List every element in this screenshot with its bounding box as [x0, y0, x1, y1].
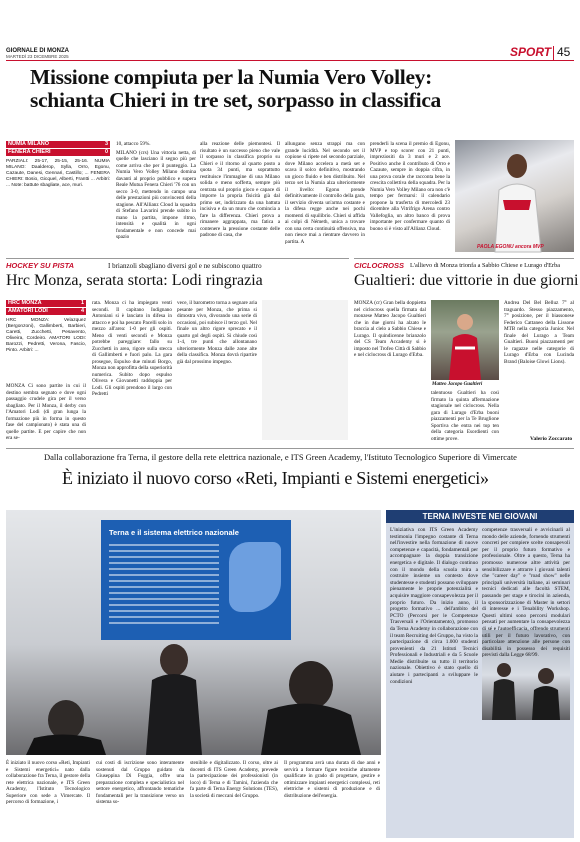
hockey-empty-space [262, 300, 348, 440]
scorebox-text: PARZIALI: 25-17, 25-15, 25-16. NUMIA MILANO: Daalderop, Sylla, Orro, Egonu, Cazaute, Danesi, Gennari, Castillo; ... FENERA CHIERI: Bosio, Gicquel, Alberti, Frantti ... Arbitri: ... Note: battute sbagliate, ace, muri. [6, 159, 110, 188]
team-score: 1 [80, 300, 84, 306]
volley-col1-text: MILANO (crs) Una vittoria netta, di quelle che lasciano il segno più per come arriva che per il punteggio. La Numia Vero Volley Milano domina davanti al proprio pubblico e supera Reale Mutua Fenera Chieri '76 con un secco 3-0, mettendo in campo una delle prestazioni più convincenti della stagione. All'Allianz Cloud la squadra di Stefano Lavarini prende subito in mano la partita, impone ritmo, intensità e qualità in ogni fondamentale e non concede mai spazio [116, 149, 196, 240]
photo-gualtieri-caption: Matteo Jacopo Gualtieri [432, 382, 483, 387]
photo-gualtieri [431, 300, 499, 380]
team-score: 3 [104, 141, 108, 147]
scorebox-hockey-text: HRC MONZA: Velazquez (Bergonzoni), Gallimberti, Barbieri, Caretti, Zucchetti, Pesavento, Oliveira, Cordeiro. AMATORI LODI: Barozzi, Pedretti, Verona, Fascio, Pinto. Arbitri: ... [6, 318, 86, 353]
hockey-headline: Hrc Monza, serata storta: Lodi ringrazia [6, 272, 263, 289]
terna-col2: cui costi di iscrizione sono interamente sostenuti dal Gruppo guidato da Giuseppina Di Foggia, offre una preparazione completa e specialistica nel settore energetico, affrontando tematiche fondamentali per la transizione verso un sistema so- [96, 760, 184, 805]
cyclist-icon [431, 300, 499, 380]
photo-egonu-caption: PAOLA EGONU ancora MVP [477, 244, 544, 250]
volley-col4: prenderli la scena il premio di Egonu, MVP e top scorer con 21 punti, impreziositi da 3 muri e 2 ace. Positivo anche il contributo di Orro e Cazaute, sempre in doppia cifra, in una prova corale che racconta bene la crescita collettiva della squadra. Per la Numia Vero Volley Milano ora non c'è tempo per fermarsi: il calendario propone la trasferta di mercoledì 23 dicembre alla Vitrifrigo Arena contro Vallefoglia, un altro banco di prova importante per confermare quanto di buono si è visto all'Allianz Cloud. [370, 141, 450, 232]
terna-subkicker: Dalla collaborazione fra Terna, il gestore della rete elettrica nazionale, e ITS Green Academy, l'Istituto Tecnologico Superiore di Vimercate [44, 452, 517, 462]
score-row-1 [6, 141, 110, 148]
headline-volley-line1: Missione compiuta per la Numia Vero Volley: [30, 65, 432, 89]
hockey-col1: MONZA Ci sono partite in cui il destino sembra segnato e dove ogni passaggio crudele gira per il verso sbagliato. Per il Monza, il derby con l'Amatori Lodi (di gran lunga la formazione più in forma in questo fase del campionato) è stata una di quelle partite. E per capire che non era se- [6, 383, 86, 441]
cross-kicker: CICLOCROSS [354, 261, 405, 270]
headline-volley-line2: schianta Chieri in tre set, sorpasso in classifica [30, 88, 442, 112]
cross-top-rule [354, 258, 574, 259]
score-row-1 [6, 300, 86, 307]
terna-col1: È iniziato il nuovo corso «Reti, Impianti e Sistemi energetici» nato dalla collaborazione fra Terna, il gestore della rete elettrica nazionale, e ITS Green Academy, l'Istituto Tecnologico Superiore con sede a Vimercate. Il percorso di formazione, i [6, 760, 90, 805]
cross-col2: talentuoso Gualtieri ha così firmato la quinta affermazione stagionale nel ciclocross. Nella gara di Lurago d'Erba buoni piazzamenti per la Te Bruglione Sportiva che entra nei top ten della categoria Esordienti con ottime prove. [431, 390, 499, 442]
hockey-subkicker: I brianzoli sbagliano diversi gol e ne subiscono quattro [108, 262, 262, 270]
slide-title: Terna e il sistema elettrico nazionale [109, 528, 239, 537]
paper-name: GIORNALE DI MONZA [6, 48, 69, 54]
audience-silhouettes-icon [6, 510, 381, 755]
cross-headline: Gualtieri: due vittorie in due giorni [354, 272, 579, 289]
cross-col1: MONZA (cr) Gran bella doppietta nel ciclocross quella firmata dal monzese Matteo Jacopo Gualtieri che in due giorni ha alzato le braccia al cielo a Sabbio Chiese e Lurago. Il quindicenne brianzolo del CS Team Accademy si è imposto nel Trofeo Città di Sabbio e nel ciclocross di Lurago d'Erba. [354, 300, 426, 358]
sidebar-col2: competenze trasversali e avvicinarli al mondo delle aziende, fornendo strumenti concreti per compiere scelte consapevoli per il proprio futuro formativo e professionale. Oltre a questo, Terna ha promosso numerose altre attività per sensibilizzare e attrarre i giovani talenti che "career day" e "road show" nelle principali università italiane, ai seminari tecnici dedicati alle facoltà STEM, passando per stage e tirocini in azienda, la sponsorizzazione di Master in settori di interesse e i Tenability Workshop. Questi ultimi sono percorsi modulari pensati per aumentare la consapevolezza di sé e l'autoefficacia, offrendo strumenti utili per il futuro lavorativo, con particolare attenzione alle persone con disabilità in possesso dei requisiti previsti dalla Legge 68/99. [482, 527, 570, 659]
headline-volley [30, 66, 570, 112]
team-name: NUMIA MILANO [8, 141, 50, 147]
score-row-2 [6, 308, 86, 315]
volley-col1-extra: 10, attacco 59%. [116, 141, 151, 147]
team-name: AMATORI LODI [8, 308, 48, 314]
terna-col3: stenibile e digitalizzato. Il corso, oltre ai docenti di ITS Green Academy, prevede la partecipazione dei professionisti (in loco) di Terna e di Tamini, l'azienda che fa parte di Terna Energy Solutions (TES), la società di meccani del Gruppo. [190, 760, 278, 799]
team-name: FENERA CHIERI [8, 149, 51, 155]
page-number: 45 [557, 45, 571, 59]
team-score: 0 [104, 149, 108, 155]
player-silhouette-icon [455, 140, 574, 252]
hockey-col3: vece, il barometro torna a segnare aria pesante per Monza, che prima si dimostra vivo, divorando una serie di occasioni, poi subisce il terzo gol. Nel finale un altro rigore sprecato e il quarto gol degli ospiti. Si chiude così 1-4, tre punti che allontanano ulteriormente Monza dalle zone alte della classifica. Monza dovrà ripartire già dal prossimo impegno. [177, 300, 257, 365]
hockey-kicker: HOCKEY SU PISTA [6, 261, 75, 270]
terna-headline: È iniziato il nuovo corso «Reti, Impianti e Sistemi energetici» [62, 468, 489, 488]
scorebox-hockey [6, 300, 86, 378]
terna-top-rule [6, 448, 574, 449]
hockey-col2: rata. Monza ci ha impiegato venti secondi. Il capitano Iudignano Antoniani si è lanciato in difesa in attacco e poi ha pescato Pacelli solo in mezzo all'area: 1-0 per gli ospiti. Meno di venti secondi e Monza potrebbe pareggiare: fallo su Zucchetti in area, rigore sulla stecca di Gallimberti e fuori palo. La gara prosegue, Espulso due minuti Borgo, Monza non approfitta della superiorità numerica. Subito dopo espulso Olivera e Giovanetti raddoppia per Lodi. Gli ospiti prendono il largo con Pedretti [92, 300, 172, 397]
volley-col3: allungano senza strappi ma con grande lucidità. Nel secondo set il copione si ripete nel secondo parziale, dove Milano accelera a metà set e scava il solco definitivo, mostrando un gioco fluido e ben distribuito. Nel terzo set la Numia alza ulteriormente il livello: Egonu prende definitivamente il controllo della gara, il servizio diventa un'arma costante e la difesa regge anche nei pochi momenti di squilibrio. Chieri si affida ai colpi di Németh, unica a trovare con una certa continuità offensiva, ma non riesce mai a rientrare davvero in partita. A [285, 141, 365, 245]
section-divider [553, 46, 554, 60]
masthead-rule [6, 60, 574, 61]
volley-col2: alla reazione delle piemontesi. Il risultato è un successo pieno che vale il sorpasso in classifica proprio su Chieri e il ritorno al quarto posto a quota 34 punti, ma soprattutto restituisce l'immagine di una Milano solida e meno sofferta, sempre più centrata sul proprio gioco e capace di imporre la propria fisicità già dal primo set, indirizzato da una battuta incisiva e da un muro che comincia a fare la differenza. Chieri prova a rimanere aggrappata, ma fatica a contenere la pressione costante delle padrone di casa, che [200, 141, 280, 238]
team-score: 4 [80, 308, 84, 314]
cross-subkicker: L'allievo di Monza trionfa a Sabbio Chiese e Lurago d'Erba [410, 262, 561, 269]
terna-col4: Il programma avrà una durata di due anni e servirà a formare figure tecniche altamente qualificate in grado di progettare, gestire e ottimizzare impianti energetici complessi, reti elettriche e sistemi di produzione e di distribuzione dell'energia. [284, 760, 380, 799]
photo-egonu [455, 140, 574, 252]
cross-author: Valerio Zoccarato [530, 436, 573, 442]
masthead-paper [6, 48, 69, 59]
sidebar-title: TERNA INVESTE NEI GIOVANI [386, 510, 574, 523]
hockey-top-rule [6, 258, 349, 259]
photo-classroom [6, 510, 381, 755]
terna-sidebar [386, 510, 574, 838]
volley-col1 [116, 141, 196, 251]
score-row-2 [6, 149, 110, 156]
sidebar-col1: L'iniziativa con ITS Green Academy testimonia l'impegno costante di Terna nell'investire nella formazione di nuove competenze e capacità, fondamentali per accompagnare la doppia transizione energetica e digitale. Il dialogo continuo con il mondo della scuola mira a costruire insieme un contesto dove studentesse e studenti possano sviluppare pienamente le proprie potenzialità e acquisire maggiore consapevolezza per il proprio futuro. Da inizio anno, il progetto formativo ... dell'ambito del PCTO (Percorsi per le Competenze Trasversali e l'Orientamento), promosso da Terna Academy in collaborazione con il team Recruiting del Gruppo, ha visto la partecipazione di circa 1.000 studenti provenienti da 21 Istituti Tecnici Professionali e Industriali e da 5 Scuole Medie distribuite su tutto il territorio nazionale. Obiettivo è stato quello di aiutare i partecipanti a sviluppare le condizioni [390, 527, 478, 685]
cross-col3: Andrea Del Bel Belluz 7° al traguardo. Stesso piazzamento, 7° posizione, per il biassonese Federico Cattaneo della Lissone MTB nella categoria Junior. Nel finale del Lurago a Team Gualtieri. Buoni piazzamenti per le ragazze nelle categorie di Lurago d'Erba con Lucinda Brand (Baloise Glowi Lions). [504, 300, 574, 365]
team-name: HRC MONZA [8, 300, 42, 306]
paper-date: MARTEDÌ 23 DICEMBRE 2025 [6, 54, 69, 59]
section-label: SPORT [510, 45, 552, 59]
scorebox-volley [6, 141, 110, 241]
